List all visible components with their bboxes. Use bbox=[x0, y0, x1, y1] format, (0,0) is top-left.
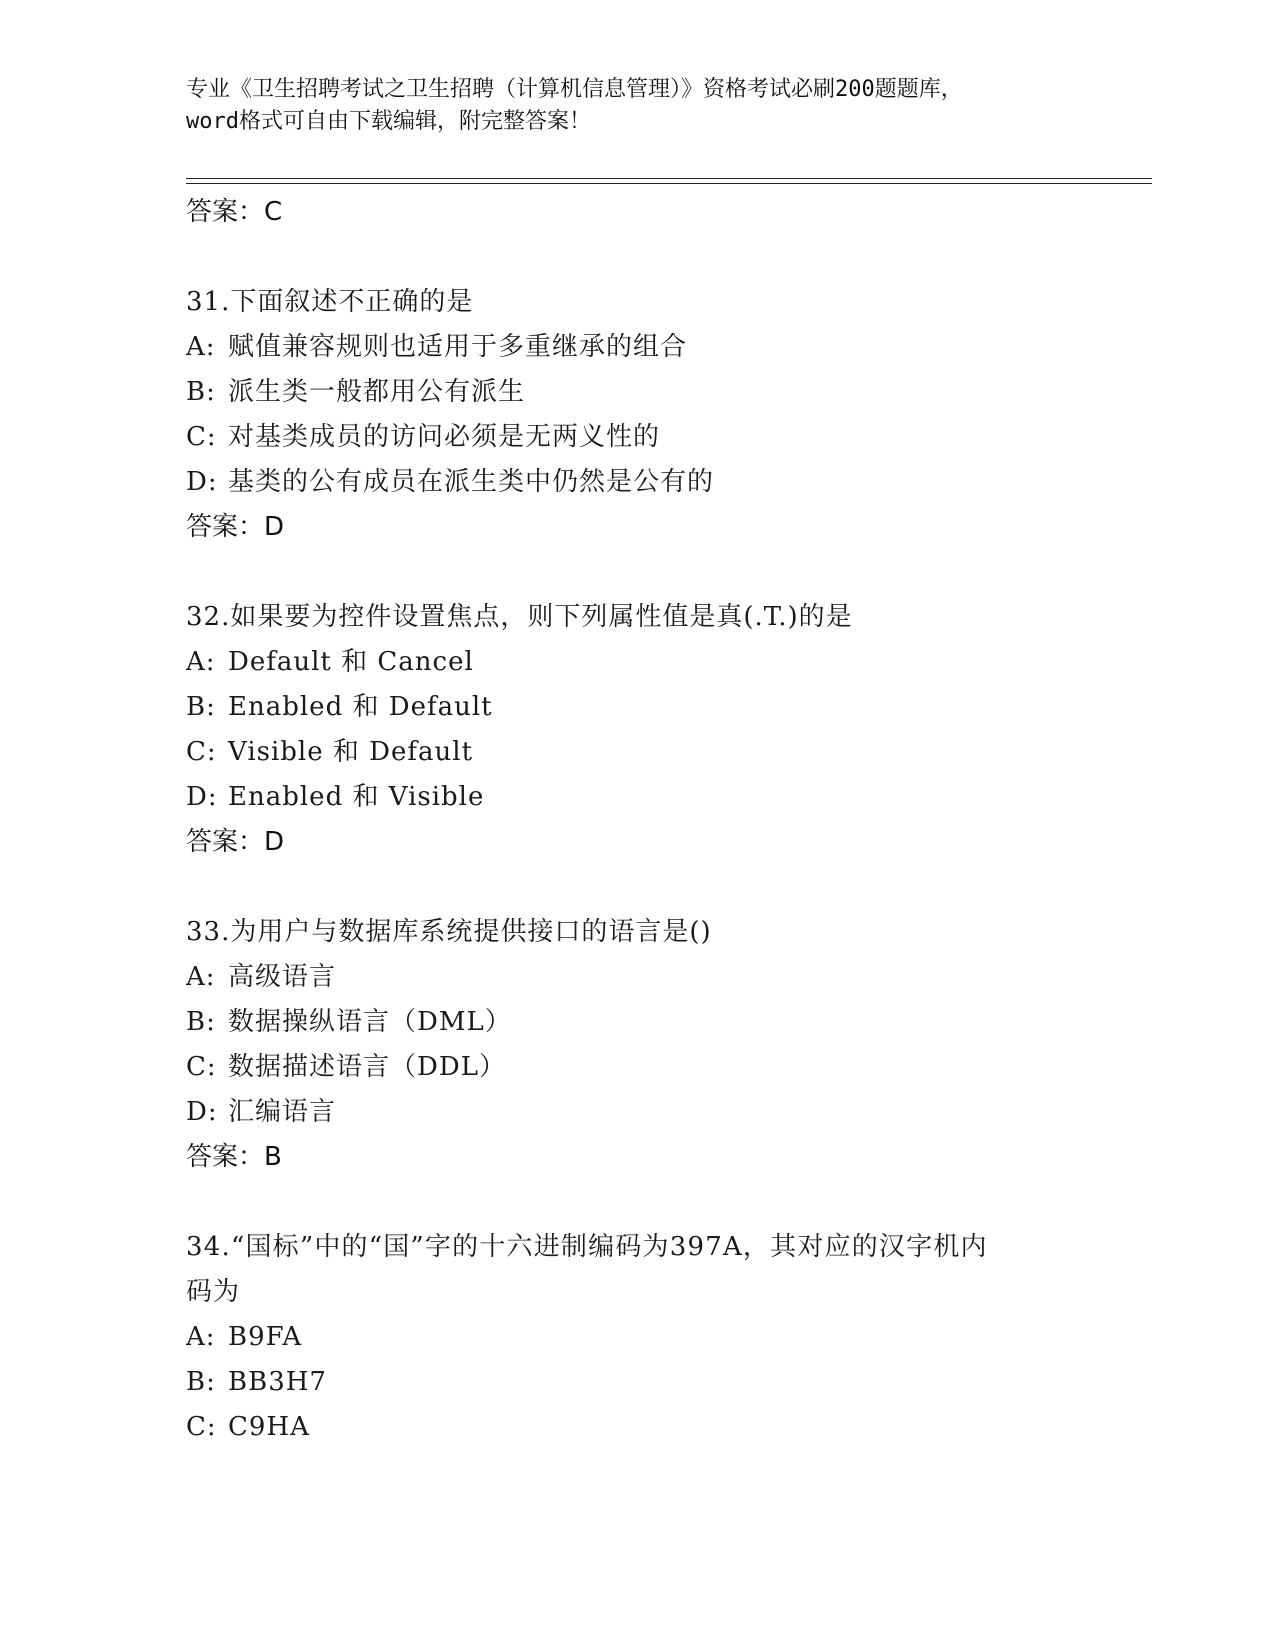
option-text: 数据描述语言（DDL） bbox=[228, 1052, 506, 1082]
header-line-2: word格式可自由下载编辑，附完整答案！ bbox=[186, 109, 591, 134]
option-letter: A: bbox=[186, 1322, 216, 1352]
option-letter: C: bbox=[186, 737, 217, 767]
option-text: BB3H7 bbox=[228, 1367, 327, 1397]
option-text: Enabled 和 Visible bbox=[228, 782, 485, 812]
answer-line: 答案：D bbox=[186, 512, 285, 542]
question-32 bbox=[186, 595, 1086, 865]
option-a bbox=[186, 955, 1086, 1000]
option-letter: D: bbox=[186, 1097, 218, 1127]
option-letter: A: bbox=[186, 332, 216, 362]
question-stem: 33.为用户与数据库系统提供接口的语言是() bbox=[186, 917, 712, 947]
option-b bbox=[186, 685, 1086, 730]
question-stem: 34.“国标”中的“国”字的十六进制编码为397A，其对应的汉字机内 bbox=[186, 1232, 988, 1262]
option-letter: C: bbox=[186, 1412, 217, 1442]
option-text: 基类的公有成员在派生类中仍然是公有的 bbox=[228, 467, 715, 497]
header-line-1: 专业《卫生招聘考试之卫生招聘（计算机信息管理）》资格考试必刷200题题库， bbox=[186, 77, 963, 102]
header-divider-top bbox=[186, 178, 1152, 179]
option-letter: D: bbox=[186, 467, 218, 497]
option-a bbox=[186, 640, 1086, 685]
question-stem: 32.如果要为控件设置焦点，则下列属性值是真(.T.)的是 bbox=[186, 602, 853, 632]
option-b bbox=[186, 1360, 1086, 1405]
option-a bbox=[186, 325, 1086, 370]
option-letter: D: bbox=[186, 782, 218, 812]
option-letter: B: bbox=[186, 692, 216, 722]
option-letter: B: bbox=[186, 1367, 216, 1397]
option-letter: A: bbox=[186, 647, 216, 677]
option-text: Visible 和 Default bbox=[228, 737, 474, 767]
option-b bbox=[186, 370, 1086, 415]
header-divider-bottom bbox=[186, 183, 1152, 184]
answer-line: 答案：B bbox=[186, 1142, 282, 1172]
option-text: 派生类一般都用公有派生 bbox=[228, 377, 526, 407]
option-c bbox=[186, 415, 1086, 460]
option-letter: B: bbox=[186, 1007, 216, 1037]
option-c bbox=[186, 730, 1086, 775]
option-text: Enabled 和 Default bbox=[228, 692, 493, 722]
option-text: 数据操纵语言（DML） bbox=[228, 1007, 512, 1037]
option-d bbox=[186, 1090, 1086, 1135]
option-d bbox=[186, 460, 1086, 505]
answer-line: 答案：C bbox=[186, 197, 283, 227]
option-text: 汇编语言 bbox=[228, 1097, 337, 1127]
option-c bbox=[186, 1405, 1086, 1450]
option-b bbox=[186, 1000, 1086, 1045]
question-31 bbox=[186, 280, 1086, 550]
option-letter: C: bbox=[186, 422, 217, 452]
option-c bbox=[186, 1045, 1086, 1090]
option-text: B9FA bbox=[228, 1322, 303, 1352]
option-text: 高级语言 bbox=[228, 962, 337, 992]
option-letter: C: bbox=[186, 1052, 217, 1082]
option-letter: B: bbox=[186, 377, 216, 407]
option-a bbox=[186, 1315, 1086, 1360]
question-stem-continued: 码为 bbox=[186, 1277, 241, 1307]
question-34 bbox=[186, 1225, 1086, 1450]
option-d bbox=[186, 775, 1086, 820]
option-text: C9HA bbox=[228, 1412, 310, 1442]
question-stem: 31.下面叙述不正确的是 bbox=[186, 287, 474, 317]
page-header bbox=[186, 74, 1086, 138]
answer-line: 答案：D bbox=[186, 827, 285, 857]
option-text: Default 和 Cancel bbox=[228, 647, 474, 677]
option-text: 对基类成员的访问必须是无两义性的 bbox=[228, 422, 661, 452]
option-text: 赋值兼容规则也适用于多重继承的组合 bbox=[228, 332, 688, 362]
option-letter: A: bbox=[186, 962, 216, 992]
question-content bbox=[186, 190, 1086, 1450]
question-33 bbox=[186, 910, 1086, 1180]
